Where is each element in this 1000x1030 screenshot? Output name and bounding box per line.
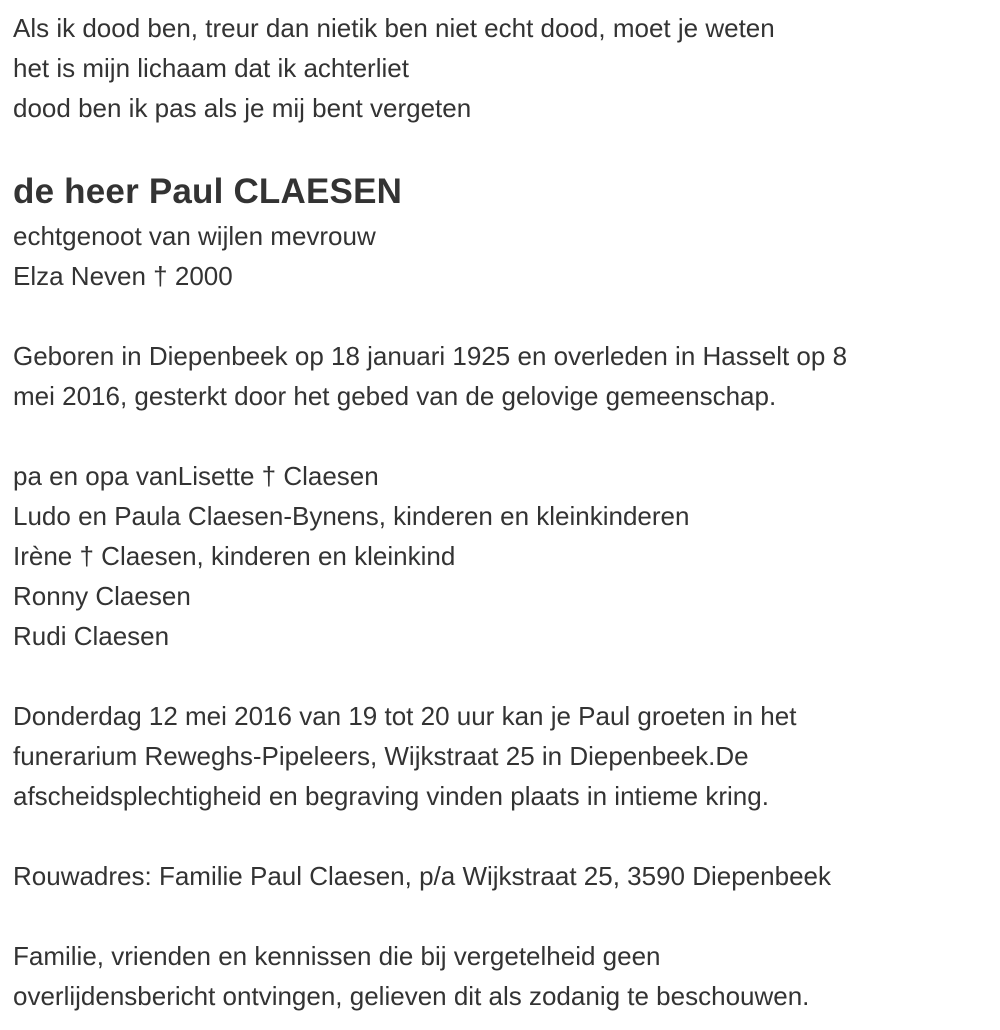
text-line: Donderdag 12 mei 2016 van 19 tot 20 uur kan je Paul groeten in het: [13, 701, 797, 731]
text-line: funerarium Reweghs-Pipeleers, Wijkstraat 25 in Diepenbeek.De: [13, 741, 749, 771]
text-line: Irène † Claesen, kinderen en kleinkind: [13, 541, 456, 571]
text-line: Familie, vrienden en kennissen die bij vergetelheid geen: [13, 941, 661, 971]
text-line: afscheidsplechtigheid en begraving vinden plaats in intieme kring.: [13, 781, 769, 811]
text-line: Geboren in Diepenbeek op 18 januari 1925 en overleden in Hasselt op 8: [13, 341, 848, 371]
text-line: Elza Neven † 2000: [13, 261, 233, 291]
family-list: [13, 456, 980, 656]
text-line: echtgenoot van wijlen mevrouw: [13, 221, 376, 251]
text-line: Ronny Claesen: [13, 581, 191, 611]
poem: [13, 8, 980, 128]
text-line: overlijdensbericht ontvingen, gelieven dit als zodanig te beschouwen.: [13, 981, 810, 1011]
birth-death-notice: [13, 336, 980, 416]
text-line: mei 2016, gesterkt door het gebed van de gelovige gemeenschap.: [13, 381, 777, 411]
text-line: Ludo en Paula Claesen-Bynens, kinderen en kleinkinderen: [13, 501, 690, 531]
closing-notice: [13, 936, 980, 1016]
visitation-info: [13, 696, 980, 816]
text-line: het is mijn lichaam dat ik achterliet: [13, 53, 409, 83]
mourning-address: [13, 856, 980, 896]
text-line: Als ik dood ben, treur dan nietik ben niet echt dood, moet je weten: [13, 13, 775, 43]
text-line: pa en opa vanLisette † Claesen: [13, 461, 379, 491]
deceased-name: de heer Paul CLAESEN: [13, 172, 403, 211]
text-line: dood ben ik pas als je mij bent vergeten: [13, 93, 472, 123]
text-line: Rouwadres: Familie Paul Claesen, p/a Wijkstraat 25, 3590 Diepenbeek: [13, 861, 831, 891]
spouse-info: [13, 216, 980, 296]
text-line: Rudi Claesen: [13, 621, 170, 651]
